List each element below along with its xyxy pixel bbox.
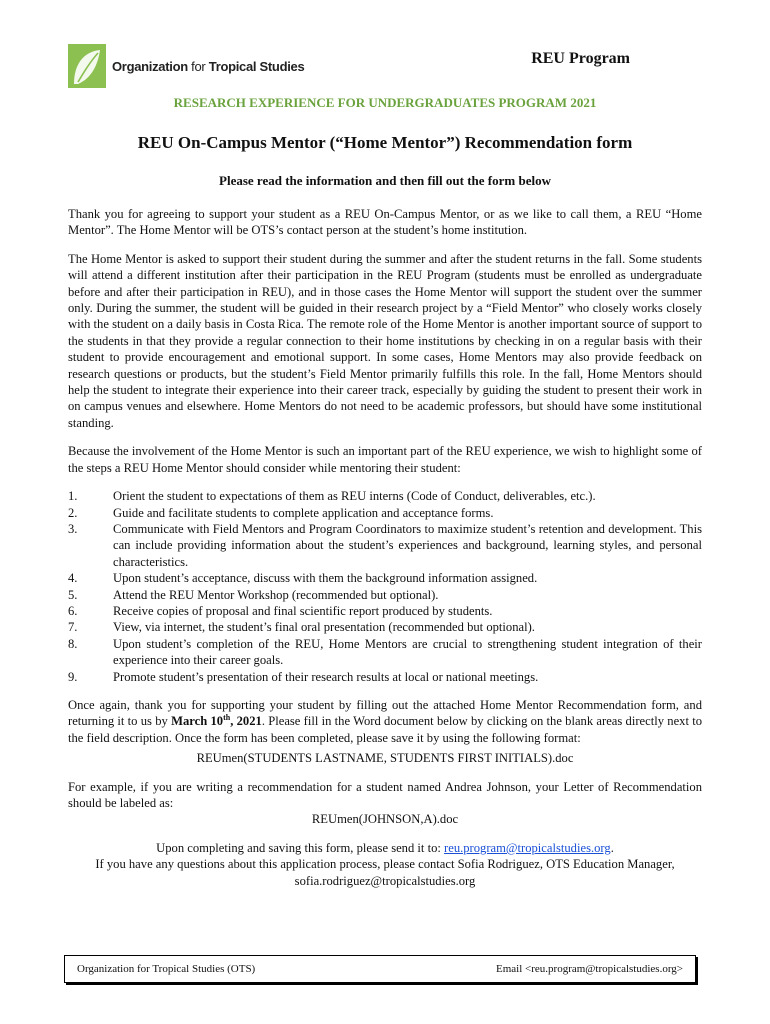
page-title: REU On-Campus Mentor (“Home Mentor”) Recommendation form [137, 133, 633, 152]
step-number: 3. [68, 521, 78, 536]
deadline-date: March 10 [171, 714, 224, 729]
footer-org: Organization for Tropical Studies (OTS) [77, 963, 256, 975]
logo-wordmark [112, 59, 304, 74]
step-text: Upon student’s completion of the REU, Home Mentors are crucial to strengthening student integration of their experience into their career goals. [113, 636, 702, 668]
example-paragraph: For example, if you are writing a recommendation for a student named Andrea Johnson, your Letter of Recommendation should be labeled as: [68, 779, 702, 810]
footer-email: Email <reu.program@tropicalstudies.org> [496, 963, 683, 975]
send-text: Upon completing and saving this form, please send it to: [156, 840, 441, 855]
step-item [68, 521, 702, 570]
step-text: Orient the student to expectations of them as REU interns (Code of Conduct, deliverables, etc.). [113, 489, 596, 504]
deadline [171, 714, 262, 728]
step-number: 9. [68, 669, 78, 684]
step-text: Attend the REU Mentor Workshop (recommended but optional). [113, 587, 439, 602]
step-number: 5. [68, 587, 78, 602]
step-number: 1. [68, 489, 78, 504]
step-number: 4. [68, 571, 78, 586]
return-text-b: . Please fill in the Word document below by clicking on the blank areas directly next to the field description. Once the form has been completed, please save it by using the following format: [68, 714, 703, 745]
step-number: 8. [68, 636, 78, 651]
step-text: View, via internet, the student’s final oral presentation (recommended but optional). [113, 620, 535, 635]
logo-text-bold2: Tropical Studies [208, 58, 305, 74]
step-number: 2. [68, 505, 78, 520]
step-item [68, 619, 702, 635]
step-text: Communicate with Field Mentors and Program Coordinators to maximize student’s retention and development. This can include providing information about the student’s experiences and background, learning styles, and personal characteristics. [113, 521, 702, 569]
step-text: Guide and facilitate students to complete application and acceptance forms. [113, 505, 494, 520]
deadline-sup: th [223, 713, 231, 723]
instruction-heading: Please read the information and then fill out the form below [219, 173, 551, 188]
ots-leaf-logo-icon [68, 44, 106, 88]
step-item [68, 587, 702, 603]
step-item [68, 488, 702, 504]
contact-paragraph: If you have any questions about this application process, please contact Sofia Rodriguez, OTS Education Manager, sofia.rodriguez@tropicalstudies.org [95, 857, 675, 888]
step-number: 6. [68, 603, 78, 618]
role-paragraph: The Home Mentor is asked to support their student during the summer and after the student returns in the fall. Some students will attend a different institution after their participation in the REU Program (students must be enrolled as undergraduate before and after their participation in REU), and in those cases the Home Mentor will support the student over the summer only. During the summer, the student will be guided in their research project by a “Field Mentor” who closely works closely with the student on a daily basis in Costa Rica. The remote role of the Home Mentor is another important source of support to the students in that they provide a regular connection to their home institutions by checking in on a regular basis with their student to provide encouragement and emotional support. In some cases, Home Mentors may also provide feedback on research questions or products, but the student’s Field Mentor primarily fulfills this role. In the fall, Home Mentors should help the student to integrate their experience into their career track, especially by guiding the student to present their work in on campus venues and elsewhere. Home Mentors do not need to be academic professors, but should have some institutional standing. [68, 251, 702, 430]
send-email-link[interactable]: reu.program@tropicalstudies.org [444, 840, 611, 855]
logo-text-bold: Organization [112, 58, 188, 74]
mentor-steps-list [68, 488, 702, 685]
return-paragraph [68, 697, 702, 746]
step-item [68, 636, 702, 669]
program-subtitle: RESEARCH EXPERIENCE FOR UNDERGRADUATES PROGRAM 2021 [173, 95, 597, 110]
send-instructions: Upon completing and saving this form, please send it to: reu.program@tropicalstudies.org. [156, 840, 614, 855]
logo-text-light: for [191, 58, 206, 74]
step-item [68, 669, 702, 685]
document-body [68, 206, 702, 901]
filename-format: REUmen(STUDENTS LASTNAME, STUDENTS FIRST INITIALS).doc [196, 751, 574, 766]
page-footer [64, 955, 696, 983]
program-label: REU Program [531, 50, 630, 67]
step-text: Upon student’s acceptance, discuss with them the background information assigned. [113, 571, 538, 586]
return-text-a: Once again, thank you for supporting your student by filling out the attached Home Mentor Recommendation form, and returning it to us by [68, 697, 702, 729]
step-text: Receive copies of proposal and final scientific report produced by students. [113, 603, 493, 618]
step-number: 7. [68, 620, 78, 635]
intro-paragraph: Thank you for agreeing to support your student as a REU On-Campus Mentor, or as we like to call them, a REU “Home Mentor”. The Home Mentor will be OTS’s contact person at the student’s home institution. [68, 207, 702, 238]
step-item [68, 570, 702, 586]
ots-logo [68, 44, 304, 88]
step-item [68, 505, 702, 521]
step-item [68, 603, 702, 619]
steps-intro-paragraph: Because the involvement of the Home Mentor is such an important part of the REU experience, we wish to highlight some of the steps a REU Home Mentor should consider while mentoring their student: [68, 444, 702, 475]
deadline-year: , 2021 [230, 714, 262, 729]
step-text: Promote student’s presentation of their research results at local or national meetings. [113, 669, 539, 684]
filename-example: REUmen(JOHNSON,A).doc [311, 812, 459, 827]
